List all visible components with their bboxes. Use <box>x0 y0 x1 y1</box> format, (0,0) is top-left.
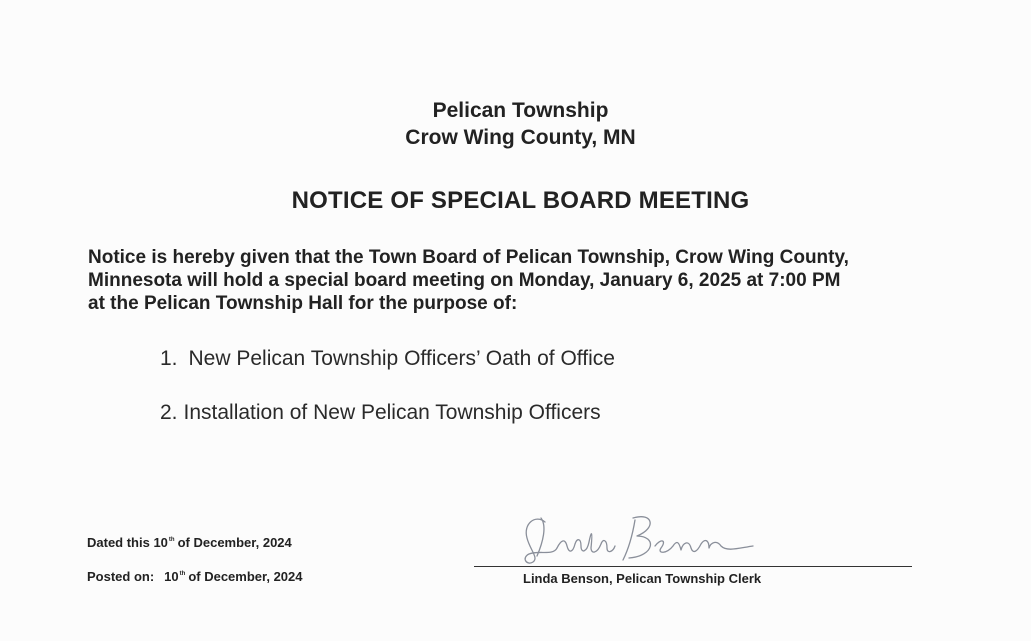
agenda-item-number: 1. <box>160 347 178 370</box>
notice-title: NOTICE OF SPECIAL BOARD MEETING <box>291 187 750 214</box>
posted-suffix: of December, 2024 <box>188 569 303 584</box>
agenda-item-text: Installation of New Pelican Township Officers <box>183 401 601 424</box>
dated-line <box>87 535 292 550</box>
notice-line: Minnesota will hold a special board meeting on Monday, January 6, 2025 at 7:00 PM <box>88 270 841 291</box>
notice-line: Notice is hereby given that the Town Board of Pelican Township, Crow Wing County, <box>88 247 849 268</box>
posted-ordinal: th <box>179 571 186 577</box>
posted-day: 10 <box>164 569 179 584</box>
agenda-item-oath <box>160 347 615 371</box>
posted-label: Posted on: <box>87 569 155 584</box>
handwritten-signature <box>517 508 757 570</box>
notice-paragraph <box>88 246 968 315</box>
posted-line <box>87 569 303 584</box>
township-name: Pelican Township <box>432 99 609 122</box>
agenda-item-number: 2. <box>160 401 178 424</box>
signature-line <box>474 566 912 567</box>
agenda-item-text: New Pelican Township Officers’ Oath of Office <box>188 347 615 370</box>
dated-suffix: of December, 2024 <box>177 535 292 550</box>
dated-ordinal: th <box>168 537 175 543</box>
agenda-item-installation <box>160 401 601 425</box>
county-name: Crow Wing County, MN <box>405 126 636 149</box>
signer-name-title: Linda Benson, Pelican Township Clerk <box>523 571 762 586</box>
dated-prefix: Dated this 10 <box>87 535 168 550</box>
notice-line: at the Pelican Township Hall for the purpose of: <box>88 293 518 314</box>
